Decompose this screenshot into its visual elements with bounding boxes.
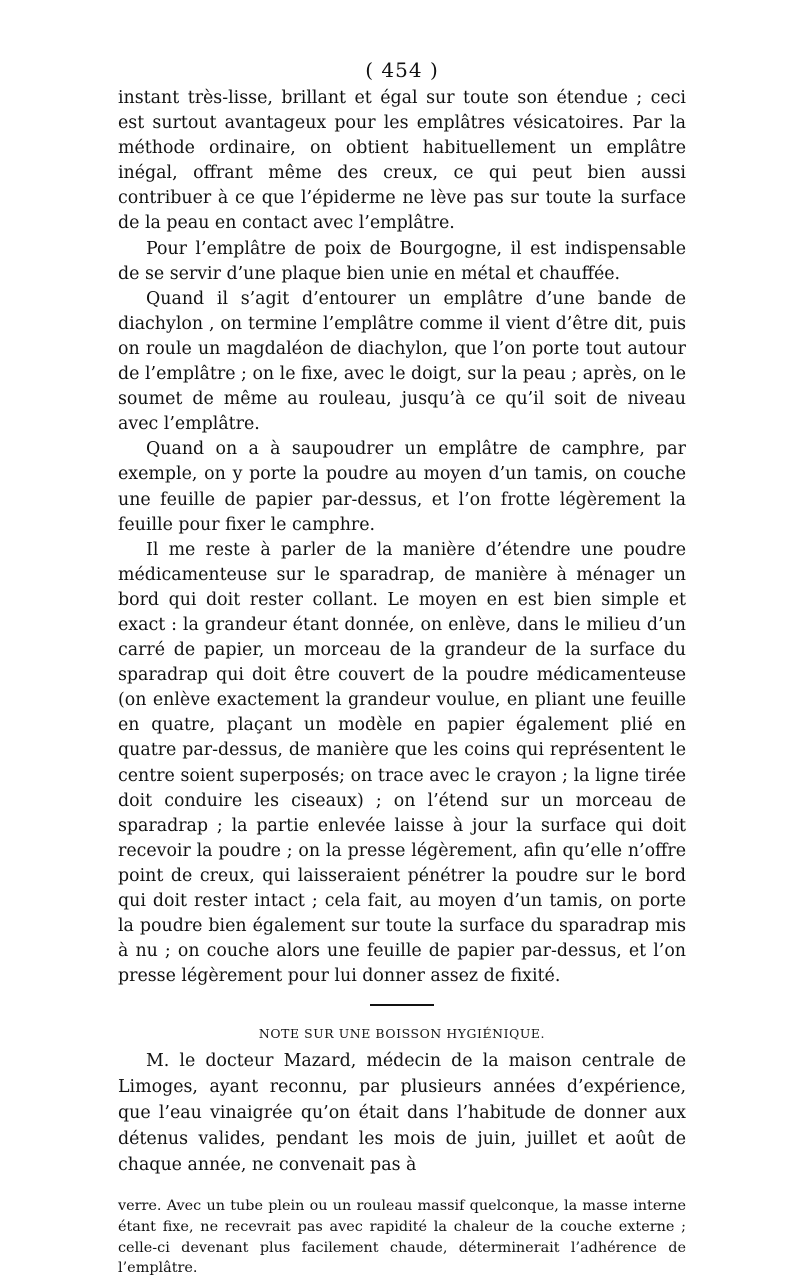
page-number: ( 454 ) (365, 58, 439, 82)
book-page (118, 56, 686, 1279)
paragraph-bourgogne: Pour l’emplâtre de poix de Bourgogne, il est indispensable de se servir d’une plaque bien unie en métal et chauffée. (118, 238, 686, 284)
note-paragraph: M. le docteur Mazard, médecin de la maison centrale de Limoges, ayant reconnu, par plusieurs années d’expérience, que l’eau vinaigrée qu’on était dans l’habitude de donner aux détenus valides, pendant les mois de juin, juillet et août de chaque année, ne convenait pas à (118, 1051, 686, 1176)
paragraph-diachylon: Quand il s’agit d’entourer un emplâtre d’une bande de diachylon , on termine l’emplâtre comme il vient d’être dit, puis on roule un magdaléon de diachylon, que l’on porte tout autour de l’emplâtre ; on le fixe, avec le doigt, sur la peau ; après, on le soumet de même au rouleau, jusqu’à ce qu’il soit de niveau avec l’emplâtre. (118, 288, 686, 435)
section-divider (370, 1004, 434, 1006)
footnote-text: verre. Avec un tube plein ou un rouleau massif quelconque, la masse interne étant fixe, ne recevrait pas avec rapidité la chaleur de la couche externe ; celle-ci devenant plus facilement chaude, déterminerait l’adhérence de l’emplâtre. (118, 1198, 686, 1277)
footnote (118, 1196, 686, 1278)
main-text (118, 86, 686, 989)
note-title: NOTE SUR UNE BOISSON HYGIÉNIQUE. (258, 1026, 546, 1042)
paragraph-camphre: Quand on a à saupoudrer un emplâtre de camphre, par exemple, on y porte la poudre au moyen d’un tamis, on couche une feuille de papier par-dessus, et l’on frotte légèrement la feuille pour fixer le camphre. (118, 439, 686, 535)
paragraph-sparadrap: Il me reste à parler de la manière d’étendre une poudre médicamenteuse sur le sparadrap, de manière à ménager un bord qui doit rester collant. Le moyen en est bien simple et exact : la grandeur étant donnée, on enlève, dans le milieu d’un carré de papier, un morceau de la grandeur de la surface du sparadrap qui doit être couvert de la poudre médicamenteuse (on enlève exactement la grandeur voulue, en pliant une feuille en quatre, plaçant un modèle en papier également plié en quatre par-dessus, de manière que les coins qui représentent le centre soient superposés; on trace avec le crayon ; la ligne tirée doit conduire les ciseaux) ; on l’étend sur un morceau de sparadrap ; la partie enlevée laisse à jour la surface qui doit recevoir la poudre ; on la presse légèrement, afin qu’elle n’offre point de creux, qui laisseraient pénétrer la poudre sur le bord qui doit rester intact ; cela fait, au moyen d’un tamis, on porte la poudre bien également sur toute la surface du sparadrap mis à nu ; on couche alors une feuille de papier par-dessus, et l’on presse légèrement pour lui donner assez de fixité. (118, 539, 686, 987)
paragraph-continuation: instant très-lisse, brillant et égal sur toute son étendue ; ceci est surtout avantageux pour les emplâtres vésicatoires. Par la méthode ordinaire, on obtient habituellement un emplâtre inégal, offrant même des creux, ce qui peut bien aussi contribuer à ce que l’épiderme ne lève pas sur toute la surface de la peau en contact avec l’emplâtre. (118, 88, 686, 234)
note-body (118, 1048, 686, 1178)
